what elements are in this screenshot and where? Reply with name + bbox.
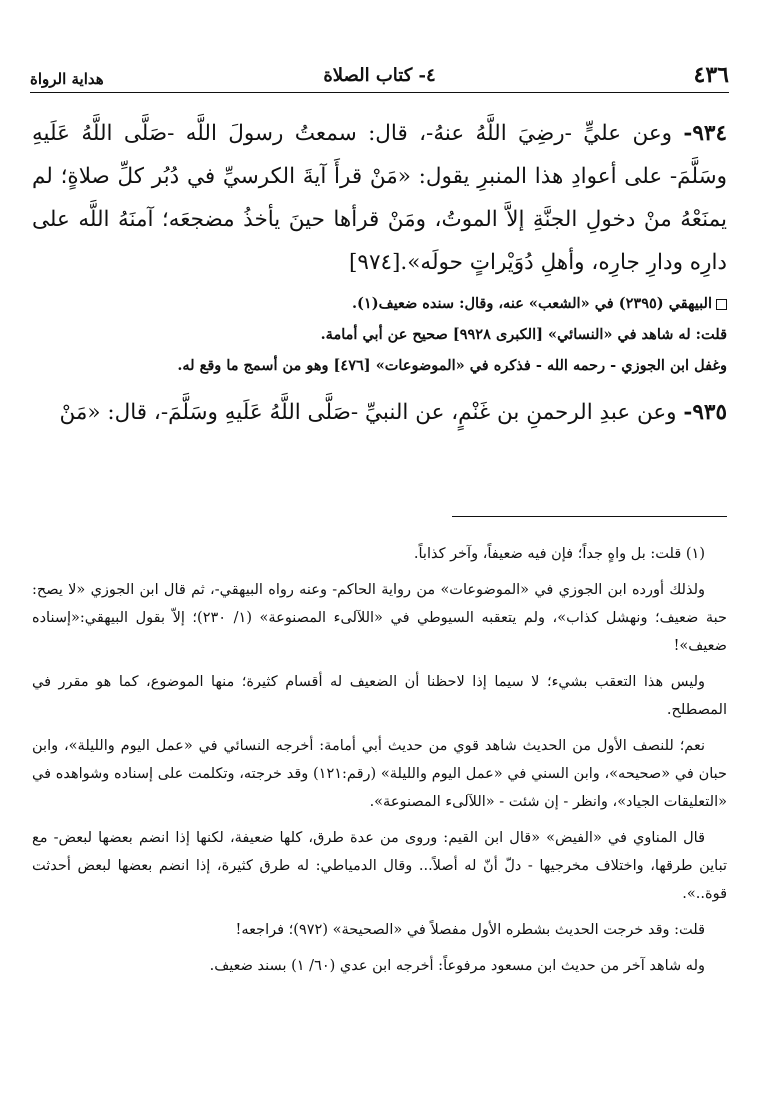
square-marker-icon [716, 299, 727, 310]
shahid-note: قلت: له شاهد في «النسائي» [الكبرى ٩٩٢٨] صحيح عن أبي أمامة. [320, 326, 727, 343]
comment-note: وغفل ابن الجوزي - رحمه الله - فذكره في «الموضوعات» [٤٧٦] وهو من أسمج ما وقع له. [177, 357, 727, 374]
header-divider [30, 92, 729, 93]
footnote-paragraph: قلت: وقد خرجت الحديث بشطره الأول مفصلاً في «الصحيحة» (٩٧٢)؛ فراجعه! [235, 922, 705, 938]
hadith-number: ٩٣٥- [683, 400, 727, 425]
hadith-935 [32, 391, 727, 434]
footnote-paragraph: نعم؛ للنصف الأول من الحديث شاهد قوي من حديث أبي أمامة: أخرجه النسائي في «عمل اليوم والليلة»، وابن حبان في «صحيحه»، وابن السني في «عمل اليوم والليلة» (رقم:١٢١) وقد خرجته، وتكلمت على إسناده وشواهده في «التعليقات الجياد»، وانظر - إن شئت - «اللآلىء المصنوعة». [32, 738, 727, 810]
footnote-paragraph: (١) قلت: بل واهٍ جداً؛ فإن فيه ضعيفاً، وآخر كذاباً. [413, 546, 705, 562]
hadith-text: وعن عليٍّ -رضِيَ اللَّهُ عنهُ-، قال: سمعتُ رسولَ اللَّه -صَلَّى اللَّهُ عَلَيهِ وسَلَّمَ- على أعوادِ هذا المنبرِ يقول: «مَنْ قرأَ آيةَ الكرسيِّ في دُبُر كلِّ صلاةٍ؛ لم يمنَعْهُ منْ دخولِ الجنَّةِ إلاَّ الموتُ، ومَنْ قرأها حينَ يأخذُ مضجعَه؛ آمنَهُ اللَّه على دارِه ودارِ جارِه، وأهلِ دُوَيْراتٍ حولَه».[٩٧٤] [32, 121, 727, 275]
hadith-934 [32, 112, 727, 284]
hadith-text: وعن عبدِ الرحمنِ بن غَنْمٍ، عن النبيِّ -صَلَّى اللَّهُ عَلَيهِ وسَلَّمَ-، قال: «مَنْ [59, 400, 677, 425]
footnote-paragraph: قال المناوي في «الفيض» «قال ابن القيم: وروى من عدة طرق، كلها ضعيفة، لكنها إذا انضم بعضها لبعض- مع تباين طرقها، واختلاف مخرجيها - دلّ أنّ له أصلاً... وقال الدمياطي: له طرق كثيرة، إذا انضم بعضها لبعض أحدثت قوة..». [32, 830, 727, 902]
footnote-paragraph: وله شاهد آخر من حديث ابن مسعود مرفوعاً: أخرجه ابن عدي (٦٠/ ١) بسند ضعيف. [209, 958, 705, 974]
main-text [32, 112, 727, 434]
page-number: ٤٣٦ [693, 62, 729, 88]
takhrij-note: البيهقي (٢٣٩٥) في «الشعب» عنه، وقال: سنده ضعيف(١). [32, 293, 727, 315]
chapter-title: ٤- كتاب الصلاة [323, 65, 436, 86]
hadith-number: ٩٣٤- [683, 121, 727, 146]
footnote-paragraph: ولذلك أورده ابن الجوزي في «الموضوعات» من رواية الحاكم- وعنه رواه البيهقي-، ثم قال ابن الجوزي «لا يصح: حبة ضعيف؛ ونهشل كذاب»، ولم يتعقبه السيوطي في «اللآلىء المصنوعة» (١/ ٢٣٠)؛ إلاّ بقول البيهقي:«إسناده ضعيف»! [32, 582, 727, 654]
footnotes [32, 540, 727, 988]
footnote-paragraph: وليس هذا التعقب بشيء؛ لا سيما إذا لاحظنا أن الضعيف له أقسام كثيرة؛ منها الموضوع، كما هو مقرر في المصطلح. [32, 674, 727, 718]
page-header [30, 58, 729, 88]
footnote-divider [452, 516, 727, 517]
book-title: هداية الرواة [30, 70, 104, 88]
